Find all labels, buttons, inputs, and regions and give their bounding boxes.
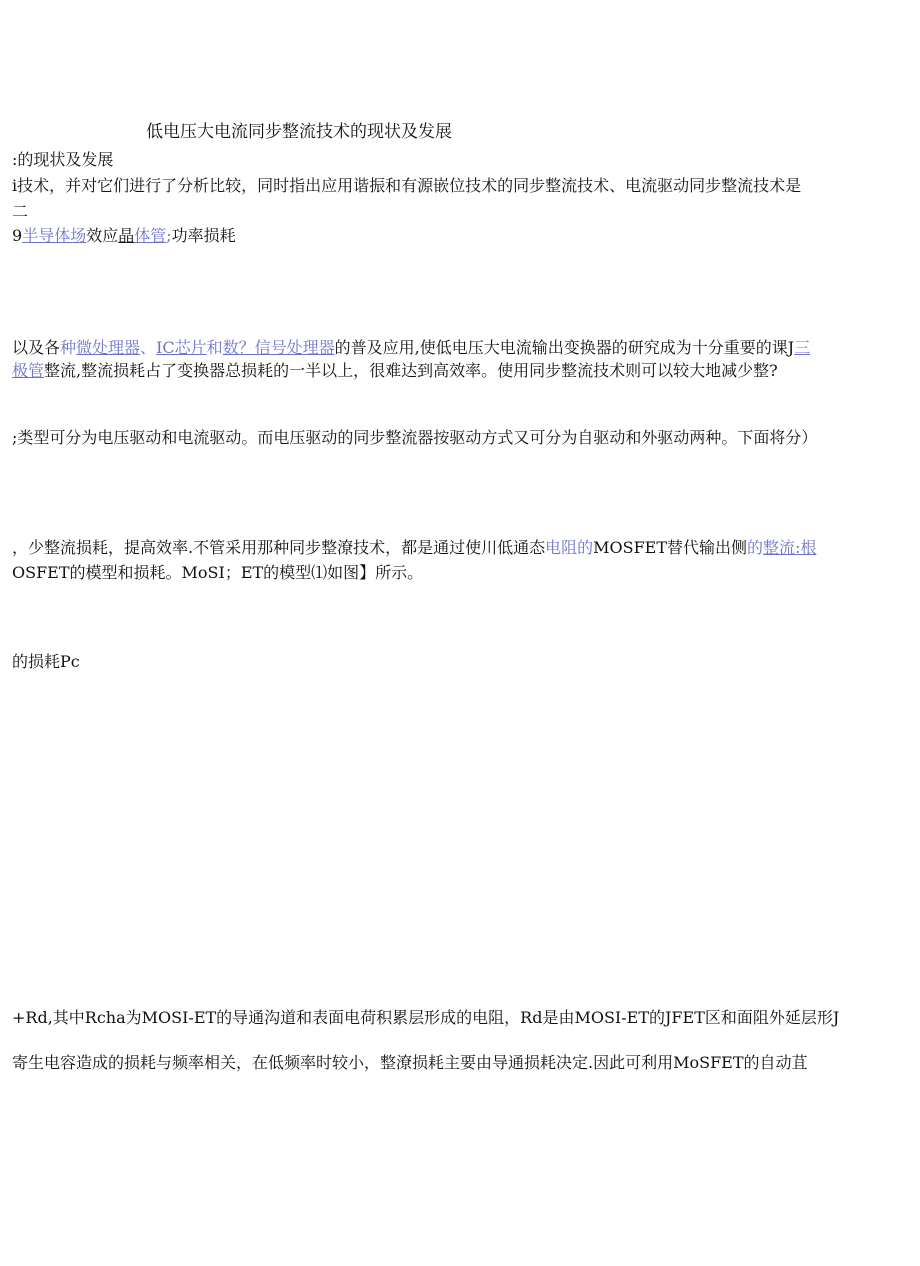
keywords-line bbox=[12, 226, 236, 246]
paragraph-types: ;类型可分为电压驱动和电流驱动。而电压驱动的同步整流器按驱动方式又可分为自驱动和外驱动两种。下面将分） bbox=[12, 428, 818, 447]
para-text: ，少整流损耗，提高效率.不管采用那种同步整潦技术，都是通过使川低通态 bbox=[12, 538, 546, 557]
keyword-separator: ; bbox=[166, 226, 172, 245]
paragraph-loss-label: 的损耗Pc bbox=[12, 652, 80, 671]
document-title: 低电压大电流同步整流技术的现状及发展 bbox=[146, 122, 452, 142]
para-link-of[interactable]: 的 bbox=[747, 538, 764, 557]
keyword-link-transistor[interactable]: 体管 bbox=[134, 226, 167, 245]
link-ic-chip[interactable]: IC芯片 bbox=[156, 338, 207, 357]
para-text: 整流,整流损耗占了变换器总损耗的一半以上，很难达到高效率。使用同步整流技术则可以较大地减少整? bbox=[44, 361, 778, 380]
abstract-fragment: 二 bbox=[12, 202, 29, 221]
link-microprocessor[interactable]: 微处理器 bbox=[76, 338, 141, 357]
para-text: 的普及应用,使低电压大电流输出变换器的研究成为十分重要的课J bbox=[334, 338, 795, 357]
para-text: 以及各 bbox=[12, 338, 61, 357]
link-triode-part2[interactable]: 极管 bbox=[12, 361, 45, 380]
keyword-text: 效应 bbox=[86, 226, 119, 245]
para-link-kind[interactable]: 种 bbox=[60, 338, 77, 357]
paragraph-resistance: +Rd,其中Rcha为MOSI-ET的导通沟道和表面电荷积累层形成的电阻，Rd是由MOSI-ET的JFET区和面阻外延层形J bbox=[12, 1008, 840, 1027]
link-rectification[interactable]: 整流:根 bbox=[763, 538, 817, 557]
link-signal-processor[interactable]: 数？信号处理器 bbox=[222, 338, 335, 357]
keyword-prefix: 9 bbox=[12, 226, 23, 245]
para-text: MOSFET替代输出侧 bbox=[593, 538, 748, 557]
keyword-underlined-char: 晶 bbox=[118, 226, 135, 245]
para-link-and[interactable]: 和 bbox=[206, 338, 223, 357]
para-link-separator: 、 bbox=[140, 338, 157, 357]
keyword-power-loss: 功率损耗 bbox=[171, 226, 236, 245]
paragraph-principle-line1 bbox=[12, 538, 816, 558]
abstract-line: i技术，并对它们进行了分析比较，同时指出应用谐振和有源嵌位技术的同步整流技术、电流驱动同步整流技术是 bbox=[12, 176, 802, 195]
paragraph-intro-line2 bbox=[12, 361, 778, 381]
paragraph-intro-line1 bbox=[12, 338, 810, 358]
subtitle-fragment: :的现状及发展 bbox=[12, 150, 114, 169]
paragraph-principle-line2: OSFET的模型和损耗。MoSI；ET的模型⑴如图】所示。 bbox=[12, 563, 424, 582]
link-triode-part1[interactable]: 三 bbox=[794, 338, 811, 357]
paragraph-parasitic: 寄生电容造成的损耗与频率相关，在低频率时较小，整潦损耗主要由导通损耗决定.因此可利用MoSFET的自动苴 bbox=[12, 1053, 808, 1072]
link-resistance[interactable]: 电阻的 bbox=[545, 538, 594, 557]
keyword-link-semiconductor[interactable]: 半导体场 bbox=[22, 226, 87, 245]
